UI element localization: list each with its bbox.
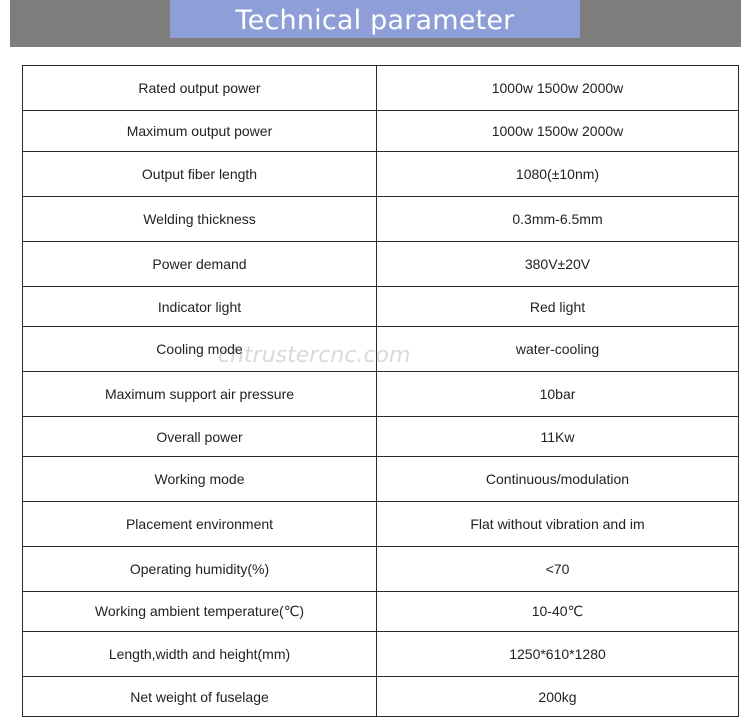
spec-value-cell: 11Kw [377, 417, 739, 457]
spec-param-cell: Power demand [23, 242, 377, 287]
spec-param-cell: Output fiber length [23, 152, 377, 197]
table-row [23, 592, 739, 632]
table-row [23, 547, 739, 592]
spec-param-cell: Cooling mode [23, 327, 377, 372]
spec-value-cell: Flat without vibration and im [377, 502, 739, 547]
table-row [23, 66, 739, 111]
spec-value-cell: 1250*610*1280 [377, 632, 739, 677]
table-row [23, 502, 739, 547]
table-row [23, 111, 739, 152]
table-row [23, 287, 739, 327]
spec-value-cell: 380V±20V [377, 242, 739, 287]
spec-value-cell: 1080(±10nm) [377, 152, 739, 197]
spec-value-cell: 200kg [377, 677, 739, 717]
spec-param-cell: Maximum output power [23, 111, 377, 152]
spec-param-cell: Length,width and height(mm) [23, 632, 377, 677]
spec-param-cell: Indicator light [23, 287, 377, 327]
spec-value-cell: water-cooling [377, 327, 739, 372]
spec-value-cell: <70 [377, 547, 739, 592]
spec-param-cell: Welding thickness [23, 197, 377, 242]
table-row [23, 242, 739, 287]
table-row [23, 632, 739, 677]
spec-value-cell: Continuous/modulation [377, 457, 739, 502]
table-row [23, 677, 739, 717]
spec-param-cell: Working mode [23, 457, 377, 502]
table-row [23, 197, 739, 242]
spec-table [22, 65, 739, 717]
table-row [23, 152, 739, 197]
spec-param-cell: Maximum support air pressure [23, 372, 377, 417]
spec-value-cell: 1000w 1500w 2000w [377, 66, 739, 111]
spec-param-cell: Placement environment [23, 502, 377, 547]
title-banner [170, 0, 580, 38]
spec-param-cell: Rated output power [23, 66, 377, 111]
spec-value-cell: Red light [377, 287, 739, 327]
spec-param-cell: Operating humidity(%) [23, 547, 377, 592]
table-row [23, 417, 739, 457]
spec-value-cell: 10-40℃ [377, 592, 739, 632]
spec-value-cell: 1000w 1500w 2000w [377, 111, 739, 152]
page-title: Technical parameter [235, 4, 515, 36]
table-row [23, 457, 739, 502]
spec-value-cell: 10bar [377, 372, 739, 417]
spec-param-cell: Working ambient temperature(℃) [23, 592, 377, 632]
table-row [23, 327, 739, 372]
spec-param-cell: Overall power [23, 417, 377, 457]
spec-param-cell: Net weight of fuselage [23, 677, 377, 717]
spec-table-body [23, 66, 739, 717]
watermark: chtrustercnc.com [218, 343, 411, 368]
table-row [23, 372, 739, 417]
spec-value-cell: 0.3mm-6.5mm [377, 197, 739, 242]
